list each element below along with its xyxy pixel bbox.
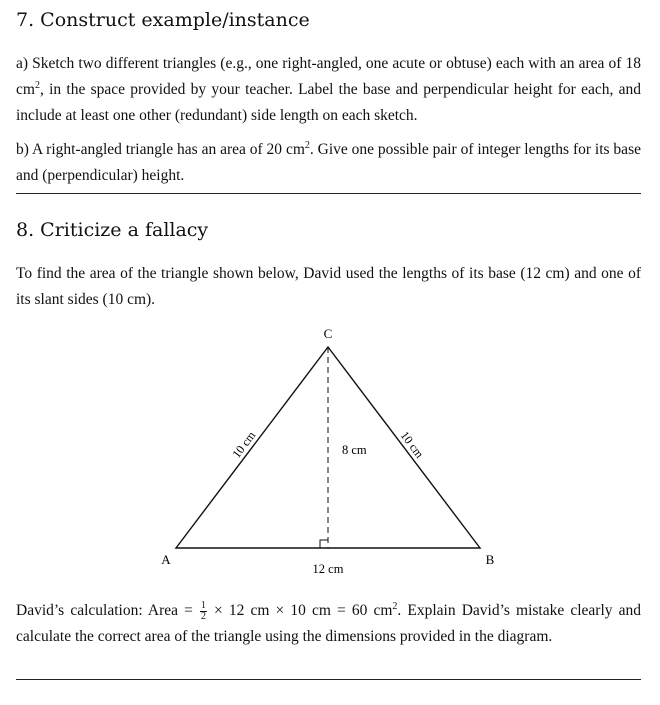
q7-part-b: b) A right-angled triangle has an area of 20 $cm^2$. Give one possible pair of integer lengths for its base and (perpendicular) height. <box>16 139 641 184</box>
vertex-c-label: C <box>323 326 333 341</box>
one-half-fraction: $\frac{1}{2}$ <box>200 599 206 622</box>
q8-intro: To find the area of the triangle shown below, David used the lengths of its base (12 cm) and one of its slant sides (10 cm). <box>16 265 641 308</box>
base-label: 12 cm <box>312 562 344 576</box>
height-label: 8 cm <box>342 443 367 457</box>
vertex-a-label: A <box>161 552 171 567</box>
triangle-diagram <box>16 320 641 590</box>
bottom-divider <box>16 679 641 680</box>
q7-part-a: a) Sketch two different triangles (e.g., one right-angled, one acute or obtuse) each with an area of 18 $cm^2$, in the space provided by your teacher. Label the base and perpendicular height for each, and include at least one other (redundant) side length on each sketch. <box>16 55 641 124</box>
q7-title: 7. Construct example/instance <box>16 9 310 31</box>
right-angle-marker <box>320 540 328 548</box>
vertex-b-label: B <box>485 552 495 567</box>
q8-calculation: David’s calculation: Area = $\frac{1}{2}$ × 12 cm × 10 cm = 60 $cm^2$. Explain David’s mistake clearly and calculate the correct area of the triangle using the dimensions provided in the diagram. <box>16 599 641 645</box>
section-divider <box>16 193 641 194</box>
left-side-label: 10 cm <box>229 428 259 461</box>
right-side-label: 10 cm <box>397 428 427 461</box>
q8-title: 8. Criticize a fallacy <box>16 219 209 241</box>
